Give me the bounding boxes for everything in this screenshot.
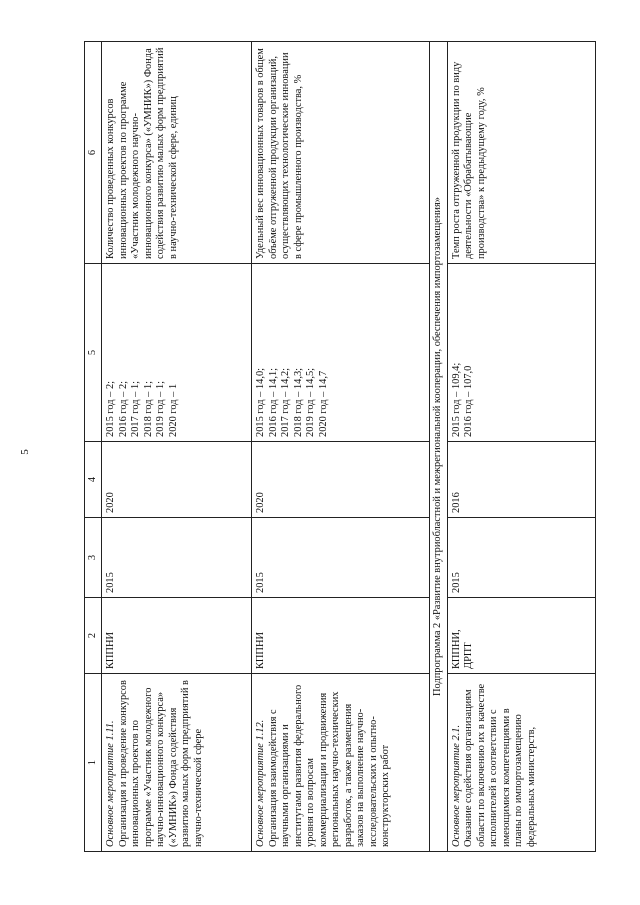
value-line: 2017 год – 14,2; (280, 367, 292, 437)
values-cell (252, 264, 430, 442)
values-cell (102, 264, 252, 442)
table-row (252, 42, 430, 852)
measure-label: Основное мероприятие 2.1. (450, 724, 462, 847)
rotated-table-container (84, 42, 596, 852)
value-line: 2020 год – 14,7 (317, 370, 329, 437)
start-year-cell: 2015 (102, 518, 252, 598)
executor-cell: КППНИ (252, 598, 430, 674)
measure-text: Оказание содействия организациям области по включению их в качестве исполнителей в соответствии с имеющимися компетенциями в планы по импортозамещению федеральных министерств, (463, 683, 537, 847)
column-number: 3 (85, 518, 102, 598)
measure-label: Основное мероприятие 1.12. (255, 719, 267, 847)
end-year-cell: 2016 (447, 442, 595, 518)
value-line: 2018 год – 14,3; (292, 367, 304, 437)
page-number: 5 (18, 449, 31, 455)
executor-cell: КППНИ, ДРПТ (447, 598, 595, 674)
measure-text: Организация и проведение конкурсов инновационных проектов по программе «Участник молодежного научно-инновационного конкурса» («УМНИК») Фонда содействия развитию малых форм предприятий в научно-технической сфере (117, 680, 204, 847)
subprogram-row (430, 42, 447, 852)
subprogram-title: Подпрограмма 2 «Развитие внутриобластной и межрегиональной кооперации, обеспечения импортозамещения» (430, 42, 447, 852)
column-number: 4 (85, 442, 102, 518)
values-cell (447, 264, 595, 442)
column-number: 6 (85, 42, 102, 264)
end-year-cell: 2020 (102, 442, 252, 518)
value-line: 2015 год – 109,4; (450, 362, 462, 437)
value-line: 2019 год – 1; (155, 380, 167, 437)
table-row (102, 42, 252, 852)
value-line: 2018 год – 1; (142, 380, 154, 437)
column-number: 5 (85, 264, 102, 442)
column-number: 1 (85, 674, 102, 852)
start-year-cell: 2015 (252, 518, 430, 598)
value-line: 2015 год – 14,0; (255, 367, 267, 437)
column-number: 2 (85, 598, 102, 674)
start-year-cell: 2015 (447, 518, 595, 598)
value-line: 2019 год – 14,5; (305, 367, 317, 437)
executor-cell: КППНИ (102, 598, 252, 674)
column-number-row (85, 42, 102, 852)
measure-label: Основное мероприятие 1.11. (105, 720, 117, 847)
indicator-cell: Темп роста отгруженной продукции по виду деятельности «Обрабатывающие производства» к предыдущему году, % (447, 42, 595, 264)
measure-cell (252, 674, 430, 852)
value-line: 2016 год – 2; (117, 380, 129, 437)
value-line: 2016 год – 14,1; (267, 367, 279, 437)
value-line: 2016 год – 107,0 (463, 365, 475, 437)
table-row (447, 42, 595, 852)
measure-cell (447, 674, 595, 852)
measure-text: Организация взаимодействия с научными организациями и институтами развития федерального уровня по вопросам коммерциализации и продвижения региональных научно-технических разработок, а также размещения заказов на выполнение научно-исследовательских и опытно-конструкторских работ (267, 684, 392, 847)
value-line: 2017 год – 1; (130, 380, 142, 437)
value-line: 2020 год – 1 (167, 383, 179, 437)
indicator-cell: Удельный вес инновационных товаров в общем объёме отгруженной продукции организаций, осуществляющих технологические инновации в сфере промышленного производства, % (252, 42, 430, 264)
measure-cell (102, 674, 252, 852)
program-table (84, 41, 596, 852)
end-year-cell: 2020 (252, 442, 430, 518)
value-line: 2015 год – 2; (105, 380, 117, 437)
indicator-cell: Количество проведенных конкурсов инновационных проектов по программе «Участник молодежного научно-инновационного конкурса» («УМНИК») Фонда содействия развитию малых форм предприятий в научно-технической сфере, единиц (102, 42, 252, 264)
